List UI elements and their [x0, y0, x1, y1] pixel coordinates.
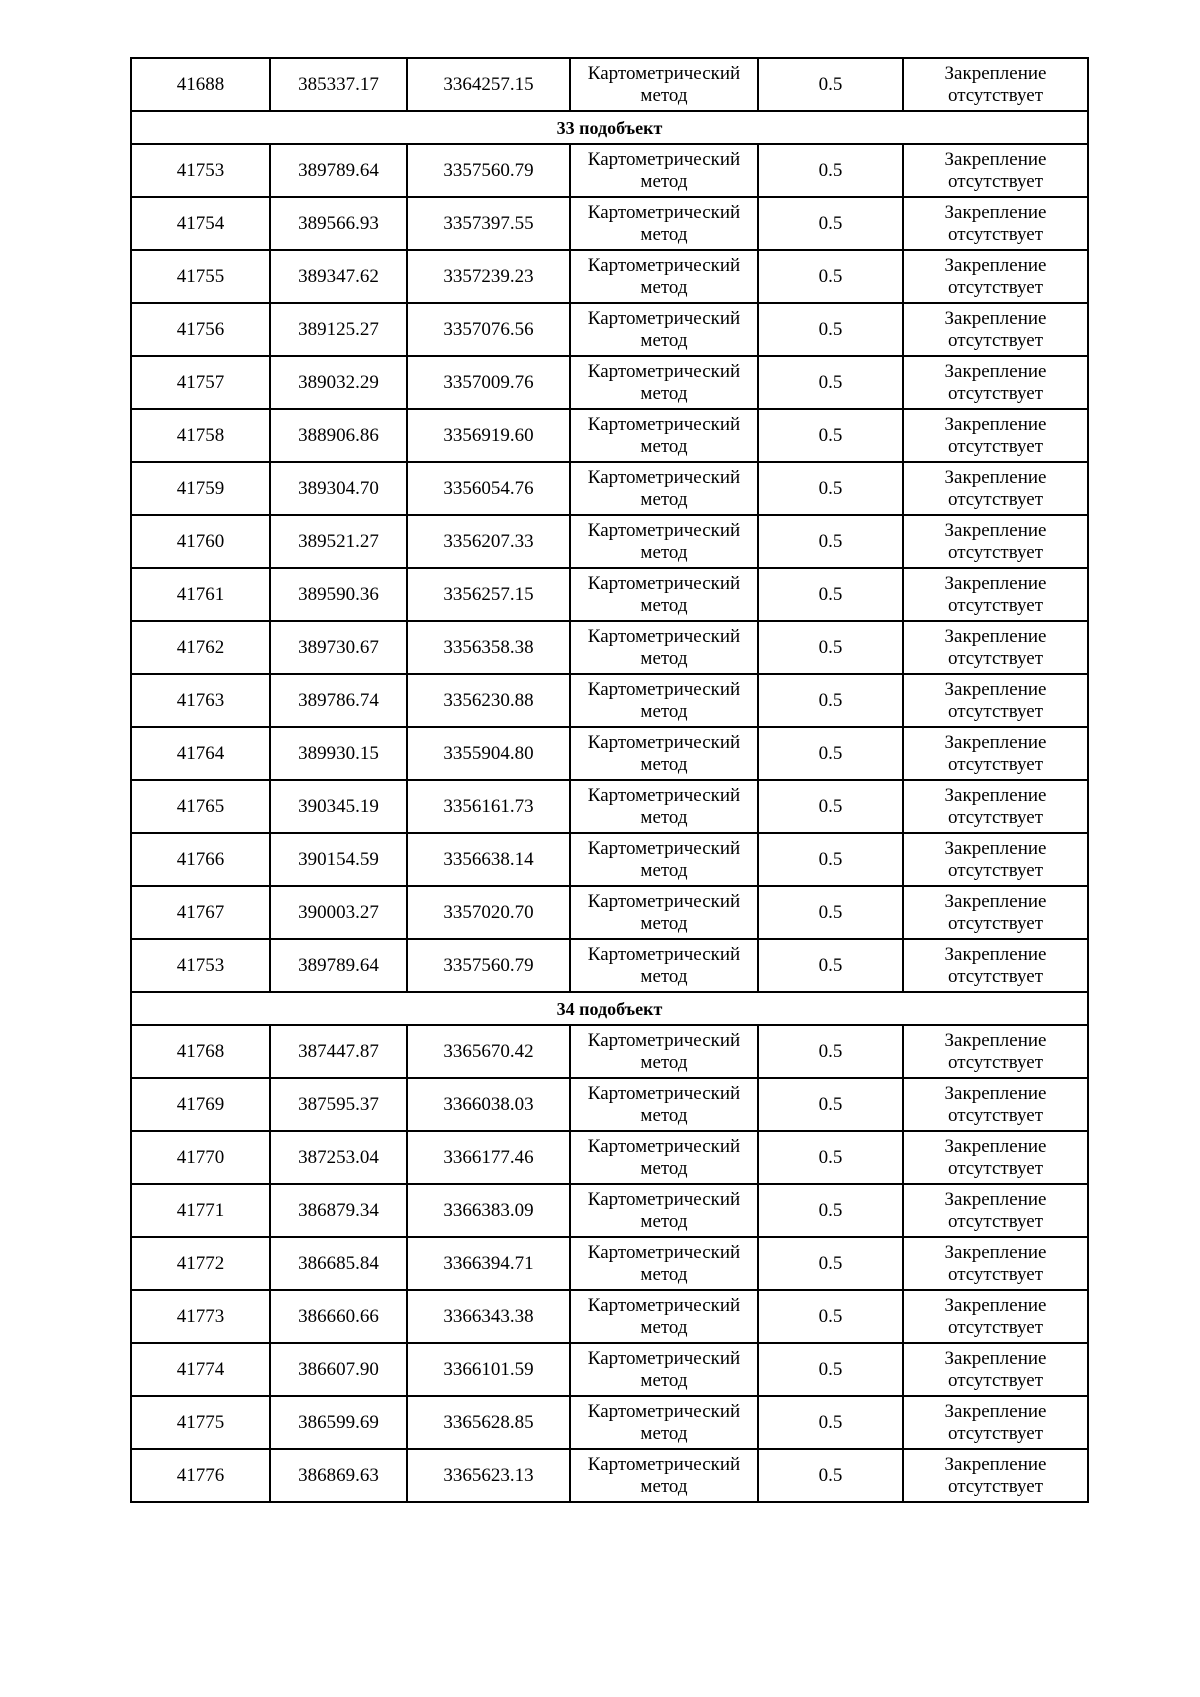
accuracy-cell: 0.5	[758, 727, 903, 780]
x-coordinate-cell: 386599.69	[270, 1396, 407, 1449]
x-coordinate-cell: 389786.74	[270, 674, 407, 727]
x-coordinate-cell: 389590.36	[270, 568, 407, 621]
y-coordinate-cell: 3356257.15	[407, 568, 570, 621]
table-row	[131, 58, 1088, 111]
x-coordinate-cell: 389730.67	[270, 621, 407, 674]
table-row	[131, 886, 1088, 939]
accuracy-cell: 0.5	[758, 1343, 903, 1396]
table-row	[131, 674, 1088, 727]
method-cell: Картометрический метод	[570, 780, 758, 833]
y-coordinate-cell: 3365670.42	[407, 1025, 570, 1078]
table-row	[131, 1343, 1088, 1396]
accuracy-cell: 0.5	[758, 144, 903, 197]
method-cell: Картометрический метод	[570, 1237, 758, 1290]
method-cell: Картометрический метод	[570, 409, 758, 462]
method-cell: Картометрический метод	[570, 939, 758, 992]
x-coordinate-cell: 386869.63	[270, 1449, 407, 1502]
y-coordinate-cell: 3366177.46	[407, 1131, 570, 1184]
y-coordinate-cell: 3357560.79	[407, 939, 570, 992]
y-coordinate-cell: 3366343.38	[407, 1290, 570, 1343]
fixing-cell: Закрепление отсутствует	[903, 1131, 1088, 1184]
y-coordinate-cell: 3366038.03	[407, 1078, 570, 1131]
fixing-cell: Закрепление отсутствует	[903, 515, 1088, 568]
point-number-cell: 41776	[131, 1449, 270, 1502]
y-coordinate-cell: 3366383.09	[407, 1184, 570, 1237]
point-number-cell: 41756	[131, 303, 270, 356]
x-coordinate-cell: 387595.37	[270, 1078, 407, 1131]
point-number-cell: 41765	[131, 780, 270, 833]
point-number-cell: 41768	[131, 1025, 270, 1078]
table-row	[131, 144, 1088, 197]
accuracy-cell: 0.5	[758, 303, 903, 356]
section-header-row	[131, 992, 1088, 1025]
method-cell: Картометрический метод	[570, 144, 758, 197]
y-coordinate-cell: 3366394.71	[407, 1237, 570, 1290]
y-coordinate-cell: 3356207.33	[407, 515, 570, 568]
y-coordinate-cell: 3357009.76	[407, 356, 570, 409]
x-coordinate-cell: 387447.87	[270, 1025, 407, 1078]
method-cell: Картометрический метод	[570, 462, 758, 515]
y-coordinate-cell: 3356919.60	[407, 409, 570, 462]
fixing-cell: Закрепление отсутствует	[903, 462, 1088, 515]
x-coordinate-cell: 388906.86	[270, 409, 407, 462]
point-number-cell: 41754	[131, 197, 270, 250]
x-coordinate-cell: 389347.62	[270, 250, 407, 303]
fixing-cell: Закрепление отсутствует	[903, 621, 1088, 674]
table-row	[131, 1237, 1088, 1290]
section-label: 33 подобъект	[131, 111, 1088, 144]
x-coordinate-cell: 386660.66	[270, 1290, 407, 1343]
method-cell: Картометрический метод	[570, 303, 758, 356]
table-row	[131, 462, 1088, 515]
accuracy-cell: 0.5	[758, 780, 903, 833]
point-number-cell: 41762	[131, 621, 270, 674]
table-row	[131, 621, 1088, 674]
point-number-cell: 41772	[131, 1237, 270, 1290]
point-number-cell: 41767	[131, 886, 270, 939]
y-coordinate-cell: 3356230.88	[407, 674, 570, 727]
y-coordinate-cell: 3356358.38	[407, 621, 570, 674]
x-coordinate-cell: 385337.17	[270, 58, 407, 111]
method-cell: Картометрический метод	[570, 1131, 758, 1184]
method-cell: Картометрический метод	[570, 1396, 758, 1449]
method-cell: Картометрический метод	[570, 197, 758, 250]
x-coordinate-cell: 389521.27	[270, 515, 407, 568]
x-coordinate-cell: 386685.84	[270, 1237, 407, 1290]
point-number-cell: 41753	[131, 939, 270, 992]
y-coordinate-cell: 3357076.56	[407, 303, 570, 356]
x-coordinate-cell: 389930.15	[270, 727, 407, 780]
table-row	[131, 356, 1088, 409]
x-coordinate-cell: 389789.64	[270, 144, 407, 197]
accuracy-cell: 0.5	[758, 462, 903, 515]
point-number-cell: 41758	[131, 409, 270, 462]
method-cell: Картометрический метод	[570, 1025, 758, 1078]
y-coordinate-cell: 3357020.70	[407, 886, 570, 939]
method-cell: Картометрический метод	[570, 886, 758, 939]
x-coordinate-cell: 389789.64	[270, 939, 407, 992]
method-cell: Картометрический метод	[570, 1078, 758, 1131]
point-number-cell: 41760	[131, 515, 270, 568]
y-coordinate-cell: 3357239.23	[407, 250, 570, 303]
point-number-cell: 41757	[131, 356, 270, 409]
y-coordinate-cell: 3357397.55	[407, 197, 570, 250]
x-coordinate-cell: 386607.90	[270, 1343, 407, 1396]
table-row	[131, 727, 1088, 780]
fixing-cell: Закрепление отсутствует	[903, 674, 1088, 727]
fixing-cell: Закрепление отсутствует	[903, 356, 1088, 409]
x-coordinate-cell: 390345.19	[270, 780, 407, 833]
x-coordinate-cell: 389032.29	[270, 356, 407, 409]
point-number-cell: 41759	[131, 462, 270, 515]
accuracy-cell: 0.5	[758, 1025, 903, 1078]
fixing-cell: Закрепление отсутствует	[903, 1025, 1088, 1078]
x-coordinate-cell: 389125.27	[270, 303, 407, 356]
point-number-cell: 41774	[131, 1343, 270, 1396]
y-coordinate-cell: 3356161.73	[407, 780, 570, 833]
fixing-cell: Закрепление отсутствует	[903, 1184, 1088, 1237]
point-number-cell: 41763	[131, 674, 270, 727]
fixing-cell: Закрепление отсутствует	[903, 833, 1088, 886]
table-row	[131, 780, 1088, 833]
point-number-cell: 41769	[131, 1078, 270, 1131]
table-row	[131, 833, 1088, 886]
y-coordinate-cell: 3356638.14	[407, 833, 570, 886]
fixing-cell: Закрепление отсутствует	[903, 1396, 1088, 1449]
x-coordinate-cell: 390154.59	[270, 833, 407, 886]
point-number-cell: 41688	[131, 58, 270, 111]
method-cell: Картометрический метод	[570, 833, 758, 886]
coordinates-table	[130, 57, 1089, 1503]
method-cell: Картометрический метод	[570, 727, 758, 780]
fixing-cell: Закрепление отсутствует	[903, 1449, 1088, 1502]
table-row	[131, 1449, 1088, 1502]
method-cell: Картометрический метод	[570, 515, 758, 568]
table-row	[131, 1290, 1088, 1343]
section-header-row	[131, 111, 1088, 144]
table-row	[131, 1025, 1088, 1078]
y-coordinate-cell: 3365628.85	[407, 1396, 570, 1449]
table-row	[131, 250, 1088, 303]
method-cell: Картометрический метод	[570, 1184, 758, 1237]
point-number-cell: 41770	[131, 1131, 270, 1184]
method-cell: Картометрический метод	[570, 568, 758, 621]
point-number-cell: 41764	[131, 727, 270, 780]
accuracy-cell: 0.5	[758, 939, 903, 992]
accuracy-cell: 0.5	[758, 515, 903, 568]
fixing-cell: Закрепление отсутствует	[903, 886, 1088, 939]
y-coordinate-cell: 3366101.59	[407, 1343, 570, 1396]
point-number-cell: 41761	[131, 568, 270, 621]
accuracy-cell: 0.5	[758, 356, 903, 409]
table-row	[131, 568, 1088, 621]
fixing-cell: Закрепление отсутствует	[903, 197, 1088, 250]
point-number-cell: 41771	[131, 1184, 270, 1237]
y-coordinate-cell: 3357560.79	[407, 144, 570, 197]
section-label: 34 подобъект	[131, 992, 1088, 1025]
y-coordinate-cell: 3364257.15	[407, 58, 570, 111]
accuracy-cell: 0.5	[758, 833, 903, 886]
fixing-cell: Закрепление отсутствует	[903, 1078, 1088, 1131]
fixing-cell: Закрепление отсутствует	[903, 144, 1088, 197]
table-row	[131, 515, 1088, 568]
x-coordinate-cell: 390003.27	[270, 886, 407, 939]
accuracy-cell: 0.5	[758, 250, 903, 303]
x-coordinate-cell: 387253.04	[270, 1131, 407, 1184]
fixing-cell: Закрепление отсутствует	[903, 1290, 1088, 1343]
point-number-cell: 41753	[131, 144, 270, 197]
method-cell: Картометрический метод	[570, 1343, 758, 1396]
table-row	[131, 409, 1088, 462]
accuracy-cell: 0.5	[758, 197, 903, 250]
x-coordinate-cell: 389304.70	[270, 462, 407, 515]
accuracy-cell: 0.5	[758, 409, 903, 462]
table-row	[131, 1396, 1088, 1449]
accuracy-cell: 0.5	[758, 58, 903, 111]
accuracy-cell: 0.5	[758, 1131, 903, 1184]
method-cell: Картометрический метод	[570, 674, 758, 727]
coordinates-table-body	[131, 58, 1088, 1502]
accuracy-cell: 0.5	[758, 568, 903, 621]
accuracy-cell: 0.5	[758, 621, 903, 674]
accuracy-cell: 0.5	[758, 1290, 903, 1343]
accuracy-cell: 0.5	[758, 1237, 903, 1290]
accuracy-cell: 0.5	[758, 1449, 903, 1502]
fixing-cell: Закрепление отсутствует	[903, 250, 1088, 303]
table-row	[131, 939, 1088, 992]
method-cell: Картометрический метод	[570, 1449, 758, 1502]
method-cell: Картометрический метод	[570, 1290, 758, 1343]
table-row	[131, 303, 1088, 356]
table-row	[131, 1078, 1088, 1131]
fixing-cell: Закрепление отсутствует	[903, 1343, 1088, 1396]
method-cell: Картометрический метод	[570, 250, 758, 303]
accuracy-cell: 0.5	[758, 1396, 903, 1449]
table-row	[131, 1131, 1088, 1184]
point-number-cell: 41773	[131, 1290, 270, 1343]
fixing-cell: Закрепление отсутствует	[903, 939, 1088, 992]
fixing-cell: Закрепление отсутствует	[903, 1237, 1088, 1290]
method-cell: Картометрический метод	[570, 58, 758, 111]
x-coordinate-cell: 386879.34	[270, 1184, 407, 1237]
method-cell: Картометрический метод	[570, 356, 758, 409]
fixing-cell: Закрепление отсутствует	[903, 409, 1088, 462]
fixing-cell: Закрепление отсутствует	[903, 568, 1088, 621]
table-row	[131, 197, 1088, 250]
point-number-cell: 41755	[131, 250, 270, 303]
fixing-cell: Закрепление отсутствует	[903, 780, 1088, 833]
accuracy-cell: 0.5	[758, 674, 903, 727]
x-coordinate-cell: 389566.93	[270, 197, 407, 250]
point-number-cell: 41766	[131, 833, 270, 886]
y-coordinate-cell: 3355904.80	[407, 727, 570, 780]
accuracy-cell: 0.5	[758, 1184, 903, 1237]
fixing-cell: Закрепление отсутствует	[903, 303, 1088, 356]
accuracy-cell: 0.5	[758, 886, 903, 939]
point-number-cell: 41775	[131, 1396, 270, 1449]
y-coordinate-cell: 3365623.13	[407, 1449, 570, 1502]
method-cell: Картометрический метод	[570, 621, 758, 674]
y-coordinate-cell: 3356054.76	[407, 462, 570, 515]
table-row	[131, 1184, 1088, 1237]
fixing-cell: Закрепление отсутствует	[903, 727, 1088, 780]
fixing-cell: Закрепление отсутствует	[903, 58, 1088, 111]
accuracy-cell: 0.5	[758, 1078, 903, 1131]
